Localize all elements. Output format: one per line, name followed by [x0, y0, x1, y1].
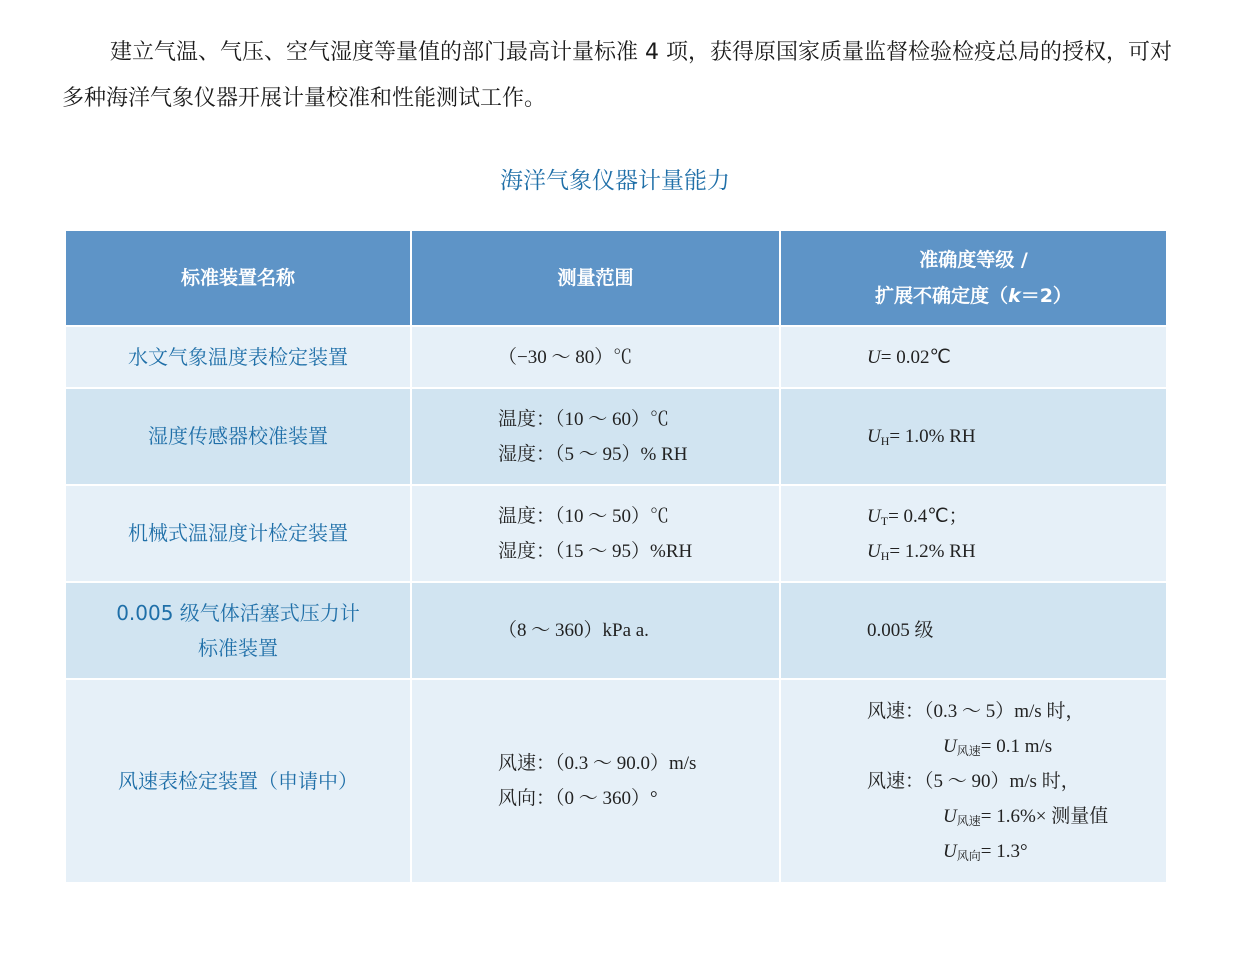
range-cell	[411, 388, 780, 485]
device-name-cell	[66, 679, 411, 883]
header-accuracy	[780, 231, 1166, 326]
device-name-cell	[66, 326, 411, 388]
device-name-cell	[66, 388, 411, 485]
uncertainty-symbol: U	[943, 840, 957, 862]
header-accuracy-prefix: 扩展不确定度（	[875, 285, 1009, 307]
uncertainty-value: = 0.1 m/s	[980, 735, 1053, 757]
uncertainty-symbol: U	[943, 805, 957, 827]
uncertainty-subscript: T	[880, 513, 889, 528]
device-name: 0.005 级气体活塞式压力计	[116, 600, 360, 625]
range-cell	[411, 582, 780, 679]
uncertainty-value: = 1.0% RH	[889, 426, 976, 447]
accuracy-value	[867, 419, 1166, 454]
accuracy-value	[867, 499, 1166, 534]
uncertainty-value: = 1.3°	[980, 840, 1028, 862]
device-name: 风速表检定装置（申请中）	[118, 768, 358, 793]
accuracy-cell	[780, 679, 1166, 883]
uncertainty-symbol: U	[867, 505, 881, 527]
device-name: 水文气象温度表检定装置	[128, 344, 348, 369]
uncertainty-subscript: H	[880, 434, 890, 448]
uncertainty-value: = 0.4℃；	[888, 505, 968, 527]
range-cell	[411, 326, 780, 388]
range-value: 温度：（10 ～ 50）℃	[498, 505, 670, 527]
range-value: （8 ～ 360）kPa a.	[498, 620, 649, 641]
range-cell	[411, 485, 780, 582]
accuracy-value	[867, 799, 1166, 834]
uncertainty-symbol: U	[867, 540, 881, 562]
uncertainty-symbol: U	[867, 346, 881, 368]
uncertainty-symbol: U	[867, 426, 881, 447]
table-row	[66, 388, 1166, 485]
uncertainty-symbol: U	[943, 735, 957, 757]
device-name-cell	[66, 582, 411, 679]
accuracy-cell	[780, 582, 1166, 679]
uncertainty-value: = 1.2% RH	[889, 540, 976, 562]
uncertainty-subscript: 风速	[956, 743, 981, 758]
accuracy-condition: 风速：（5 ～ 90）m/s 时，	[867, 770, 1080, 792]
accuracy-value	[867, 534, 1166, 569]
accuracy-cell	[780, 388, 1166, 485]
range-value: 湿度：（5 ～ 95）% RH	[498, 443, 688, 465]
header-accuracy-line1: 准确度等级 /	[919, 249, 1028, 271]
intro-paragraph: 建立气温、气压、空气湿度等量值的部门最高计量标准 4 项，获得原国家质量监督检验检疫总局的授权，可对多种海洋气象仪器开展计量校准和性能测试工作。	[62, 40, 1172, 111]
uncertainty-subscript: H	[880, 548, 890, 563]
table-row	[66, 326, 1166, 388]
table-header-row	[66, 231, 1166, 326]
capability-table	[66, 231, 1166, 884]
uncertainty-subscript: 风向	[956, 848, 981, 863]
range-value: （−30 ～ 80）℃	[498, 346, 633, 368]
header-name: 标准装置名称	[66, 231, 411, 326]
range-value: 风向：（0 ～ 360）°	[498, 788, 658, 809]
table-row	[66, 582, 1166, 679]
accuracy-value	[867, 834, 1166, 869]
range-cell	[411, 679, 780, 883]
accuracy-value	[867, 729, 1166, 764]
uncertainty-subscript: 风速	[956, 813, 981, 828]
range-value: 湿度：（15 ～ 95）%RH	[498, 540, 693, 562]
accuracy-value	[867, 340, 1166, 375]
device-name: 标准装置	[198, 635, 278, 660]
table-title: 海洋气象仪器计量能力	[500, 168, 730, 194]
accuracy-condition: 风速：（0.3 ～ 5）m/s 时，	[867, 700, 1085, 722]
range-value: 风速：（0.3 ～ 90.0）m/s	[498, 753, 697, 774]
accuracy-grade: 0.005 级	[867, 620, 934, 641]
table-row	[66, 485, 1166, 582]
accuracy-cell	[780, 485, 1166, 582]
device-name: 湿度传感器校准装置	[148, 424, 328, 448]
range-value: 温度：（10 ～ 60）℃	[498, 408, 670, 430]
uncertainty-value: = 0.02℃	[880, 346, 951, 368]
uncertainty-value: = 1.6%× 测量值	[980, 805, 1109, 827]
header-accuracy-suffix: ＝2）	[1020, 285, 1072, 307]
device-name-cell	[66, 485, 411, 582]
device-name: 机械式温湿度计检定装置	[128, 521, 348, 545]
header-accuracy-line2	[781, 278, 1166, 314]
header-accuracy-k: k	[1008, 285, 1021, 307]
table-row	[66, 679, 1166, 883]
header-range: 测量范围	[411, 231, 780, 326]
accuracy-cell	[780, 326, 1166, 388]
